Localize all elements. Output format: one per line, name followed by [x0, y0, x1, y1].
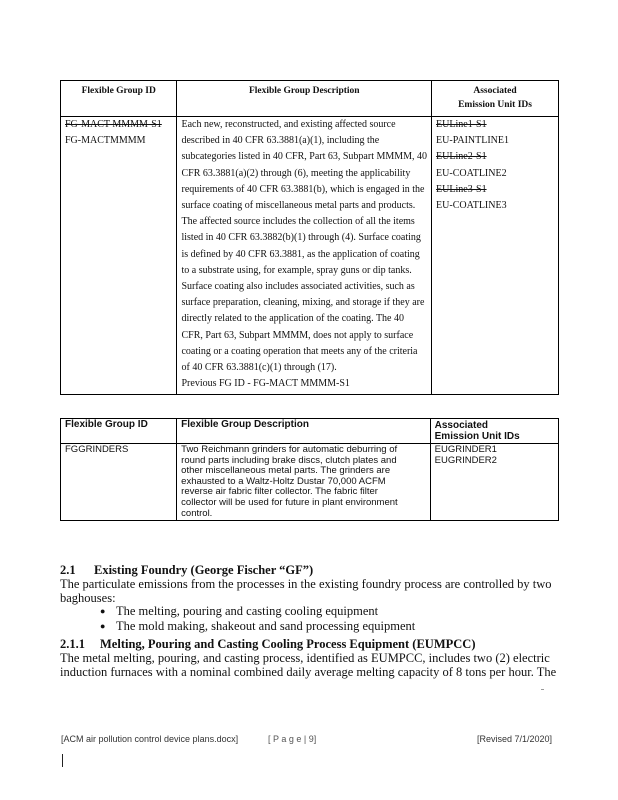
struck-emission-unit: EULine2-S1 — [436, 151, 487, 163]
description-line: coating or a coating operation that meets any of the criteria — [181, 345, 418, 357]
description-line: listed in 40 CFR 63.3882(b)(1) through (4). Surface coating — [181, 232, 421, 244]
footer-filename: [ACM air pollution control device plans.docx] — [61, 734, 239, 744]
description-line: CFR, Part 63, Subpart MMMM, does not apply to surface — [181, 329, 414, 341]
table-header-row — [61, 81, 559, 117]
column-header-description: Flexible Group Description — [177, 81, 432, 117]
emission-header-line-1: Associated — [473, 86, 517, 96]
description-line: subcategories listed in 40 CFR, Part 63, Subpart MMMM, 40 — [181, 151, 428, 163]
text-cursor — [62, 754, 63, 767]
description-line: is defined by 40 CFR 63.3881, as the application of coating — [181, 248, 420, 260]
emission-units-cell — [432, 117, 559, 395]
struck-emission-unit: EULine1-S1 — [436, 119, 487, 130]
emission-unit: EUGRINDER1 — [434, 444, 497, 455]
description-line: other miscellaneous metal parts. The grinders are — [181, 465, 391, 477]
emission-units-cell — [430, 444, 558, 521]
description-line: Surface coating also includes associated activities, such as — [181, 281, 415, 293]
section-2-1-1-paragraph — [60, 651, 556, 679]
description-line: requirements of 40 CFR 63.3881(b), which is engaged in the — [181, 183, 425, 195]
description-line: directly related to the application of the coating. The 40 — [181, 313, 404, 325]
description-line: Two Reichmann grinders for automatic deburring of — [181, 444, 398, 455]
struck-emission-unit: EULine3-S1 — [436, 183, 487, 195]
description-line: surface coating of miscellaneous metal parts and products. — [181, 200, 416, 212]
bullet-icon: ● — [100, 606, 106, 616]
table-header-row — [61, 419, 559, 444]
footer-page-number: [ P a g e | 9] — [268, 734, 317, 744]
description-line: to a substrate using, for example, spray guns or dip tanks. — [181, 264, 412, 276]
description-line: reverse air fabric filter collector. The fabric filter — [181, 486, 378, 498]
section-2-1-paragraph: The particulate emissions from the processes in the existing foundry process are controlled by two baghouses: — [60, 577, 552, 605]
group-description-cell — [177, 117, 432, 395]
paragraph-line: induction furnaces with a nominal combined daily average melting capacity of 8 tons per hour. The — [60, 665, 557, 679]
section-heading-2-1 — [60, 563, 313, 578]
section-heading-2-1-1 — [60, 637, 475, 652]
emission-unit: EU-COATLINE3 — [436, 200, 507, 212]
section-number: 2.1 — [60, 563, 76, 577]
emission-unit: EUGRINDER2 — [434, 454, 497, 466]
paragraph-line: The metal melting, pouring, and casting process, identified as EUMPCC, includes two (2) electric — [60, 651, 550, 665]
emission-header-line-2: Emission Unit IDs — [458, 100, 532, 110]
flexible-group-table-1 — [60, 80, 559, 395]
description-line: Each new, reconstructed, and existing affected source — [181, 119, 396, 130]
column-header-emission-units — [430, 419, 558, 444]
previous-fg-id-line: Previous FG ID - FG-MACT MMMM-S1 — [181, 378, 350, 390]
section-title: Melting, Pouring and Casting Cooling Process Equipment (EUMPCC) — [100, 637, 476, 651]
struck-group-id: FG-MACT MMMM-S1 — [65, 119, 162, 130]
description-line: described in 40 CFR 63.3881(a)(1), including the — [181, 135, 380, 147]
baghouse-bullet-list — [100, 604, 416, 634]
emission-unit: EU-PAINTLINE1 — [436, 135, 510, 147]
description-line: surface preparation, cleaning, mixing, and storage if they are — [181, 297, 425, 309]
emission-header-line-2: Emission Unit IDs — [434, 431, 520, 442]
emission-header-line-1: Associated — [434, 420, 488, 431]
list-item-text: The melting, pouring and casting cooling equipment — [116, 604, 379, 618]
description-line: CFR 63.3881(a)(2) through (6), meeting the applicability — [181, 167, 411, 179]
description-line: collector will be used for future in plant environment — [181, 496, 398, 508]
section-title: Existing Foundry (George Fischer “GF”) — [94, 563, 314, 577]
stray-mark — [541, 689, 544, 690]
group-id: FG-MACTMMMM — [65, 135, 146, 147]
bullet-icon: ● — [100, 621, 106, 631]
column-header-group-id: Flexible Group ID — [61, 81, 177, 117]
group-id-cell — [61, 117, 177, 395]
section-number: 2.1.1 — [60, 637, 85, 651]
table-row — [61, 117, 559, 395]
footer-revised-date: [Revised 7/1/2020] — [477, 734, 553, 744]
list-item — [100, 619, 416, 634]
table-row — [61, 444, 559, 521]
description-line: round parts including brake discs, clutch plates and — [181, 454, 397, 466]
emission-unit: EU-COATLINE2 — [436, 167, 507, 179]
description-line: of 40 CFR 63.3881(c)(1) through (17). — [181, 362, 337, 374]
column-header-emission-units — [432, 81, 559, 117]
flexible-group-table-2 — [60, 418, 559, 521]
description-line: control. — [181, 507, 213, 519]
group-description-cell — [177, 444, 430, 521]
group-id-cell: FGGRINDERS — [61, 444, 177, 521]
column-header-group-id: Flexible Group ID — [61, 419, 177, 444]
description-line: exhausted to a Waltz-Holtz Dustar 70,000 ACFM — [181, 475, 386, 487]
column-header-description: Flexible Group Description — [177, 419, 430, 444]
list-item — [100, 604, 415, 619]
list-item-text: The mold making, shakeout and sand processing equipment — [116, 619, 416, 633]
description-line: The affected source includes the collection of all the items — [181, 216, 415, 228]
